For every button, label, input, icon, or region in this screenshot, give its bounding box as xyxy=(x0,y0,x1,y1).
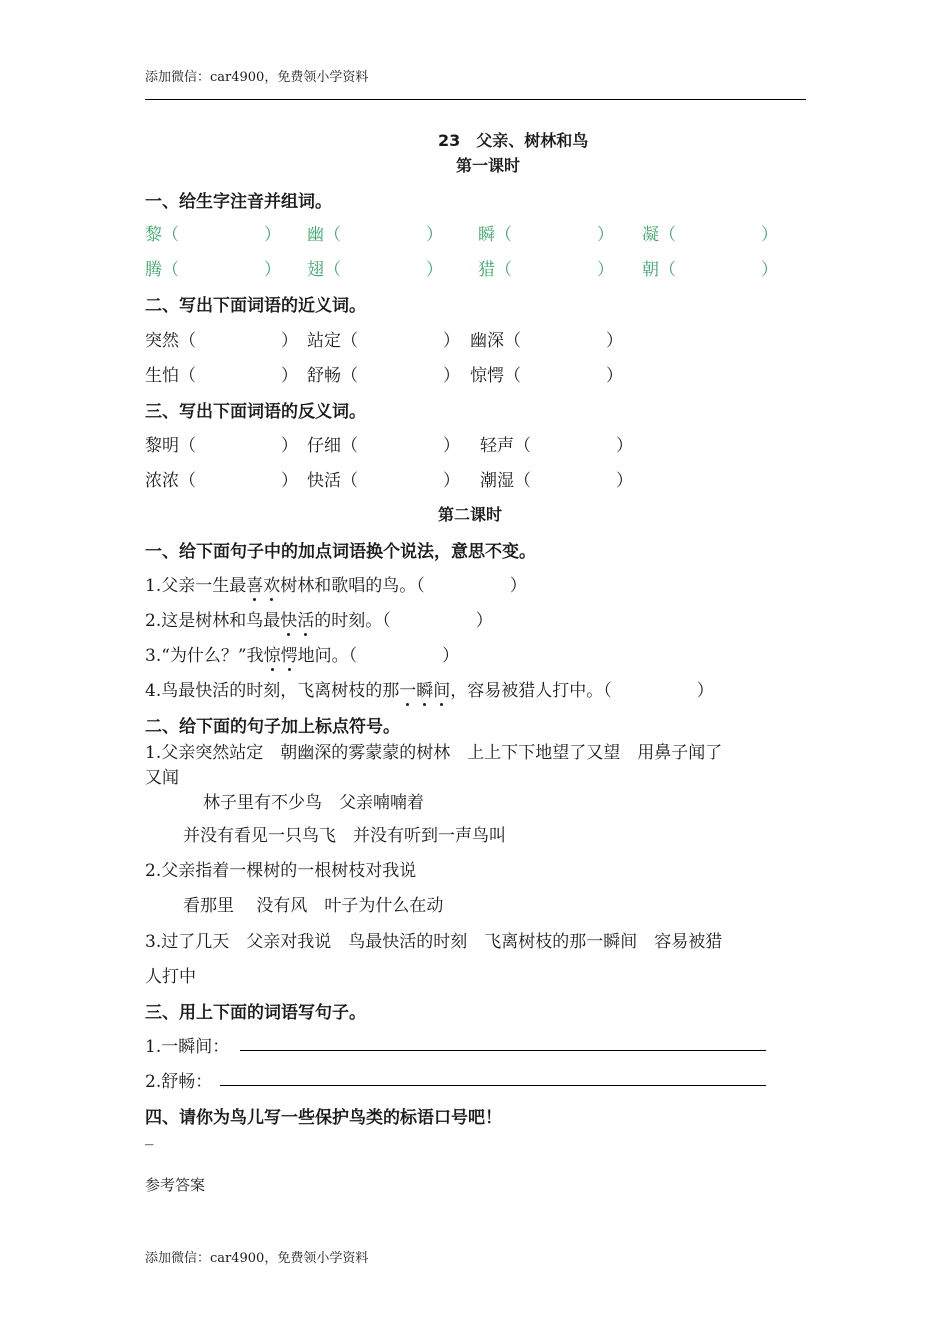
synonym-item: 生怕（ ） xyxy=(145,366,298,386)
q1-post: 树林和歌唱的鸟。（ ） xyxy=(280,576,527,596)
dotted-char: 一 xyxy=(399,676,416,701)
q3-pre: 3.“为什么？”我 xyxy=(145,646,264,666)
footer-note: 添加微信：car4900，免费领小学资料 xyxy=(145,1251,369,1266)
q3-post: 地问。（ ） xyxy=(297,646,460,666)
synonym-item: 站定（ ） xyxy=(307,331,460,351)
char-item: 翅（ ） xyxy=(307,260,443,280)
l1-s3-heading: 三、写出下面词语的反义词。 xyxy=(145,402,366,422)
l2-s3-heading: 三、用上下面的词语写句子。 xyxy=(145,1003,366,1023)
punct-line: 1.父亲突然站定 朝幽深的雾蒙蒙的树林 上上下下地望了又望 用鼻子闻了 xyxy=(145,743,723,763)
answer-line-1[interactable] xyxy=(240,1050,766,1051)
q2-pre: 2.这是树林和鸟最 xyxy=(145,611,281,631)
antonym-item: 轻声（ ） xyxy=(480,436,633,456)
question-1 xyxy=(145,571,527,596)
char-item: 凝（ ） xyxy=(642,225,778,245)
char-item: 黎（ ） xyxy=(145,225,281,245)
answer-line-2[interactable] xyxy=(220,1085,766,1086)
antonym-item: 黎明（ ） xyxy=(145,436,298,456)
lesson1-title: 第一课时 xyxy=(456,156,521,175)
q1-pre: 1.父亲一生最 xyxy=(145,576,247,596)
char-item: 猎（ ） xyxy=(478,260,614,280)
dotted-char: 瞬 xyxy=(416,676,433,701)
q2-post: 的时刻。（ ） xyxy=(314,611,493,631)
synonym-item: 惊愕（ ） xyxy=(470,366,623,386)
dotted-char: 愕 xyxy=(281,641,298,666)
dotted-char: 欢 xyxy=(263,571,280,596)
l1-s2-heading: 二、写出下面词语的近义词。 xyxy=(145,296,366,316)
q4-post: ，容易被猎人打中。（ ） xyxy=(450,681,714,701)
antonym-item: 仔细（ ） xyxy=(307,436,460,456)
l2-s1-heading: 一、给下面句子中的加点词语换个说法，意思不变。 xyxy=(145,542,536,562)
punct-line: 又闻 xyxy=(145,768,179,788)
dotted-char: 活 xyxy=(297,606,314,631)
char-item: 腾（ ） xyxy=(145,260,281,280)
synonym-item: 舒畅（ ） xyxy=(307,366,460,386)
header-note: 添加微信：car4900，免费领小学资料 xyxy=(145,70,369,85)
antonym-item: 潮湿（ ） xyxy=(480,471,633,491)
dotted-char: 喜 xyxy=(246,571,263,596)
char-item: 幽（ ） xyxy=(307,225,443,245)
answer-mark: _ xyxy=(145,1126,154,1146)
header-rule xyxy=(145,99,806,100)
punct-line: 2.父亲指着一棵树的一根树枝对我说 xyxy=(145,861,417,881)
l1-s1-heading: 一、给生字注音并组词。 xyxy=(145,192,332,212)
question-4 xyxy=(145,676,714,701)
antonym-item: 快活（ ） xyxy=(307,471,460,491)
question-2 xyxy=(145,606,493,631)
punct-line: 3.过了几天 父亲对我说 鸟最快活的时刻 飞离树枝的那一瞬间 容易被猎 xyxy=(145,932,723,952)
page-title: 23 父亲、树林和鸟 xyxy=(438,131,589,150)
sentence-prompt-2: 2.舒畅： xyxy=(145,1072,213,1092)
dotted-char: 间 xyxy=(433,676,450,701)
char-item: 朝（ ） xyxy=(642,260,778,280)
question-3 xyxy=(145,641,459,666)
l2-s4-heading: 四、请你为鸟儿写一些保护鸟类的标语口号吧！ xyxy=(145,1108,502,1128)
sentence-prompt-1: 1.一瞬间： xyxy=(145,1037,230,1057)
dotted-char: 快 xyxy=(280,606,297,631)
q4-pre: 4.鸟最快活的时刻，飞离树枝的那 xyxy=(145,681,400,701)
punct-line: 人打中 xyxy=(145,967,196,987)
synonym-item: 突然（ ） xyxy=(145,331,298,351)
antonym-item: 浓浓（ ） xyxy=(145,471,298,491)
dotted-char: 惊 xyxy=(264,641,281,666)
answers-label: 参考答案 xyxy=(145,1176,206,1194)
synonym-item: 幽深（ ） xyxy=(470,331,623,351)
punct-line: 林子里有不少鸟 父亲喃喃着 xyxy=(203,793,424,813)
l2-s2-heading: 二、给下面的句子加上标点符号。 xyxy=(145,717,400,737)
punct-line: 并没有看见一只鸟飞 并没有听到一声鸟叫 xyxy=(183,826,506,846)
lesson2-title: 第二课时 xyxy=(438,505,503,524)
punct-line: 看那里 没有风 叶子为什么在动 xyxy=(183,896,444,916)
char-item: 瞬（ ） xyxy=(478,225,614,245)
